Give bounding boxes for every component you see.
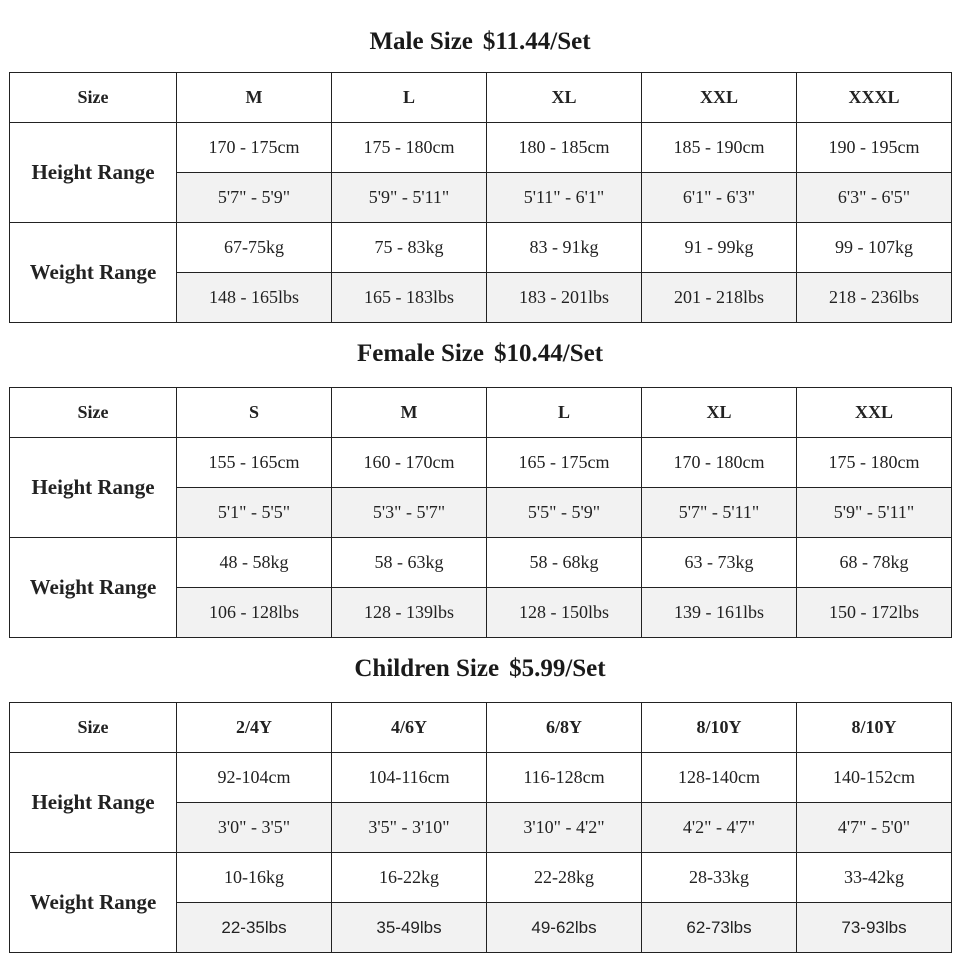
height-cm-cell: 128-140cm [642,753,797,803]
height-cm-cell: 185 - 190cm [642,123,797,173]
size-cell: M [332,388,487,438]
weight-kg-row [10,538,952,588]
weight-range-label: Weight Range [10,223,177,323]
section-price: $5.99/Set [509,655,606,682]
height-ft-cell: 5'1" - 5'5" [177,488,332,538]
weight-lbs-cell: 62-73lbs [642,903,797,953]
height-cm-cell: 104-116cm [332,753,487,803]
height-cm-cell: 175 - 180cm [332,123,487,173]
weight-kg-cell: 75 - 83kg [332,223,487,273]
size-cell: L [332,73,487,123]
size-cell: XL [642,388,797,438]
weight-kg-cell: 67-75kg [177,223,332,273]
size-cell: XXL [642,73,797,123]
height-cm-cell: 140-152cm [797,753,952,803]
section-name: Female Size [356,340,484,367]
height-ft-cell: 5'3" - 5'7" [332,488,487,538]
weight-kg-cell: 58 - 63kg [332,538,487,588]
height-cm-cell: 175 - 180cm [797,438,952,488]
height-ft-cell: 4'7" - 5'0" [797,803,952,853]
weight-lbs-cell: 128 - 139lbs [332,588,487,638]
height-cm-row [10,123,952,173]
weight-lbs-cell: 165 - 183lbs [332,273,487,323]
size-cell: 6/8Y [487,703,642,753]
size-row [10,703,952,753]
female-size-table [9,387,952,638]
weight-lbs-cell: 183 - 201lbs [487,273,642,323]
weight-lbs-cell: 218 - 236lbs [797,273,952,323]
male-size-title [0,17,960,67]
section-name: Children Size [354,655,500,682]
height-cm-row [10,753,952,803]
height-cm-cell: 165 - 175cm [487,438,642,488]
weight-kg-cell: 83 - 91kg [487,223,642,273]
height-ft-cell: 6'3" - 6'5" [797,173,952,223]
height-range-label: Height Range [10,123,177,223]
height-cm-cell: 92-104cm [177,753,332,803]
height-cm-cell: 190 - 195cm [797,123,952,173]
weight-lbs-cell: 150 - 172lbs [797,588,952,638]
height-ft-cell: 5'9" - 5'11" [332,173,487,223]
size-row [10,388,952,438]
height-cm-cell: 160 - 170cm [332,438,487,488]
weight-lbs-cell: 128 - 150lbs [487,588,642,638]
height-ft-cell: 5'7" - 5'9" [177,173,332,223]
height-ft-cell: 5'11" - 6'1" [487,173,642,223]
weight-lbs-cell: 139 - 161lbs [642,588,797,638]
size-label: Size [10,73,177,123]
children-size-title [0,644,960,694]
height-ft-cell: 6'1" - 6'3" [642,173,797,223]
size-cell: S [177,388,332,438]
weight-kg-cell: 63 - 73kg [642,538,797,588]
section-name: Male Size [369,28,473,55]
size-row [10,73,952,123]
height-ft-cell: 3'5" - 3'10" [332,803,487,853]
male-size-table [9,72,952,323]
height-cm-cell: 155 - 165cm [177,438,332,488]
size-cell: M [177,73,332,123]
height-cm-row [10,438,952,488]
size-cell: 8/10Y [797,703,952,753]
height-ft-cell: 5'9" - 5'11" [797,488,952,538]
weight-kg-row [10,853,952,903]
section-price: $11.44/Set [482,28,591,55]
weight-kg-cell: 22-28kg [487,853,642,903]
height-ft-cell: 5'7" - 5'11" [642,488,797,538]
weight-kg-cell: 68 - 78kg [797,538,952,588]
weight-lbs-cell: 35-49lbs [332,903,487,953]
height-ft-cell: 5'5" - 5'9" [487,488,642,538]
weight-kg-cell: 58 - 68kg [487,538,642,588]
size-cell: L [487,388,642,438]
weight-kg-cell: 28-33kg [642,853,797,903]
height-cm-cell: 116-128cm [487,753,642,803]
height-cm-cell: 170 - 180cm [642,438,797,488]
children-size-table [9,702,952,953]
weight-lbs-cell: 201 - 218lbs [642,273,797,323]
weight-lbs-cell: 73-93lbs [797,903,952,953]
height-range-label: Height Range [10,753,177,853]
size-label: Size [10,388,177,438]
size-cell: 8/10Y [642,703,797,753]
weight-kg-row [10,223,952,273]
weight-kg-cell: 33-42kg [797,853,952,903]
weight-range-label: Weight Range [10,538,177,638]
height-cm-cell: 170 - 175cm [177,123,332,173]
weight-kg-cell: 48 - 58kg [177,538,332,588]
weight-kg-cell: 10-16kg [177,853,332,903]
weight-range-label: Weight Range [10,853,177,953]
weight-lbs-cell: 106 - 128lbs [177,588,332,638]
height-ft-cell: 3'10" - 4'2" [487,803,642,853]
size-cell: 4/6Y [332,703,487,753]
size-cell: 2/4Y [177,703,332,753]
female-size-title [0,329,960,379]
size-cell: XXXL [797,73,952,123]
weight-kg-cell: 99 - 107kg [797,223,952,273]
height-cm-cell: 180 - 185cm [487,123,642,173]
weight-lbs-cell: 148 - 165lbs [177,273,332,323]
height-range-label: Height Range [10,438,177,538]
size-cell: XXL [797,388,952,438]
weight-lbs-cell: 22-35lbs [177,903,332,953]
size-label: Size [10,703,177,753]
size-cell: XL [487,73,642,123]
height-ft-cell: 3'0" - 3'5" [177,803,332,853]
weight-lbs-cell: 49-62lbs [487,903,642,953]
weight-kg-cell: 91 - 99kg [642,223,797,273]
section-price: $10.44/Set [494,340,604,367]
weight-kg-cell: 16-22kg [332,853,487,903]
height-ft-cell: 4'2" - 4'7" [642,803,797,853]
